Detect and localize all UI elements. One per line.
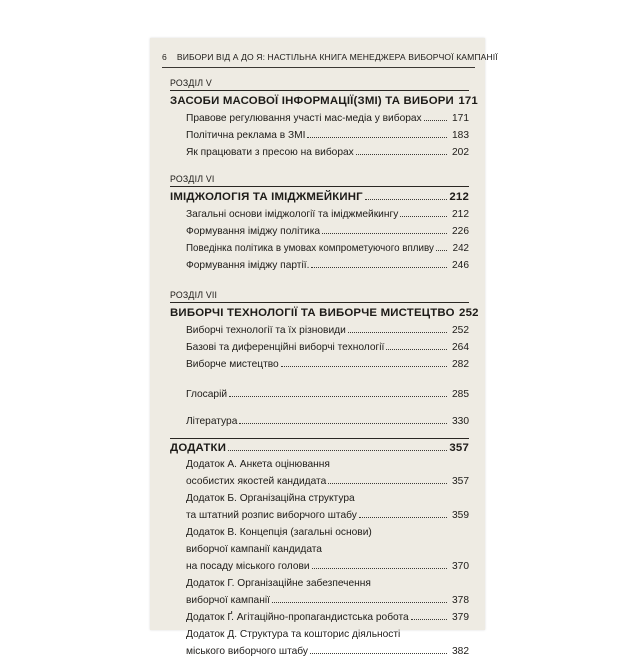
page-number: 6 — [162, 52, 167, 62]
section-6-label: РОЗДІЛ VI — [170, 174, 469, 187]
running-title: ВИБОРИ ВІД А ДО Я: НАСТІЛЬНА КНИГА МЕНЕДЖЕРА ВИБОРЧОЇ КАМПАНІЇ — [176, 52, 498, 62]
section-7-label: РОЗДІЛ VII — [170, 290, 469, 303]
appendices-title[interactable]: ДОДАТКИ 357 — [170, 442, 469, 454]
toc-glossary[interactable]: Глосарій 285 — [186, 389, 469, 400]
section-7-title[interactable]: ВИБОРЧІ ТЕХНОЛОГІЇ ТА ВИБОРЧЕ МИСТЕЦТВО 252 — [170, 307, 479, 319]
toc-entry[interactable]: Виборчі технології та їх різновиди 252 — [186, 325, 469, 336]
book-page: 6 ВИБОРИ ВІД А ДО Я: НАСТІЛЬНА КНИГА МЕНЕДЖЕРА ВИБОРЧОЇ КАМПАНІЇ РОЗДІЛ V ЗАСОБИ МАСОВОЇ ІНФОРМАЦІЇ(ЗМІ) ТА ВИБОРИ 171 Правове регулювання участі мас-медіа у виборах 171 Політична реклама в ЗМІ 183 Як працювати з пресою на виборах 202 РОЗДІЛ VI ІМІДЖОЛОГІЯ ТА ІМІДЖМЕЙКИНГ 212 Загальні основи іміджології та іміджмейкингу 212 Формування іміджу політика 226 Поведінка політика в умовах компрометуючого впливу 242 Формування іміджу партії. 246 РОЗДІЛ VII ВИБОРЧІ ТЕХНОЛОГІЇ ТА ВИБОРЧЕ МИСТЕЦТВО 252 Виборчі технології та їх різновиди 252 Базові та диференційні виборчі технології 264 Виборче мистецтво 282 Глосарій 285 Література 330 ДОДАТКИ 357 Додаток А. Анкета оцінювання особистих якостей кандидата 357 Додаток Б. Організаційна структура та штатний розпис виборчого штабу 359 Додаток В. Концепція (загальні основи) виборчої кампанії кандидата на посаду міського голови 370 Додаток Г. Організаційне забезпечення виборчої кампанії 378 Додаток Ґ. Агітаційно-пропагандистська робота 379 Додаток Д. Структура та кошторис діяльності міського виборчого штабу 382 — [150, 38, 485, 630]
toc-entry[interactable]: Виборче мистецтво 282 — [186, 359, 469, 370]
toc-entry[interactable]: Загальні основи іміджології та іміджмейкингу 212 — [186, 209, 469, 220]
toc-entry[interactable]: Правове регулювання участі мас-медіа у виборах 171 — [186, 113, 469, 124]
toc-entry[interactable]: Формування іміджу політика 226 — [186, 226, 469, 237]
header-rule — [162, 67, 475, 68]
section-5-title[interactable]: ЗАСОБИ МАСОВОЇ ІНФОРМАЦІЇ(ЗМІ) ТА ВИБОРИ 171 — [170, 95, 478, 107]
toc-entry[interactable]: Базові та диференційні виборчі технології 264 — [186, 342, 469, 353]
toc-literature[interactable]: Література 330 — [186, 416, 469, 427]
toc-entry[interactable]: Як працювати з пресою на виборах 202 — [186, 147, 469, 158]
toc-entry[interactable]: Поведінка політика в умовах компрометуючого впливу 242 — [186, 243, 469, 254]
running-header — [162, 52, 498, 62]
appendices-rule — [170, 438, 469, 439]
toc-entry[interactable]: Формування іміджу партії. 246 — [186, 260, 469, 271]
toc-entry[interactable]: Політична реклама в ЗМІ 183 — [186, 130, 469, 141]
appendix-gg[interactable]: Додаток Ґ. Агітаційно-пропагандистська робота 379 — [186, 612, 469, 623]
section-5-label: РОЗДІЛ V — [170, 78, 469, 91]
section-6-title[interactable]: ІМІДЖОЛОГІЯ ТА ІМІДЖМЕЙКИНГ 212 — [170, 191, 469, 203]
